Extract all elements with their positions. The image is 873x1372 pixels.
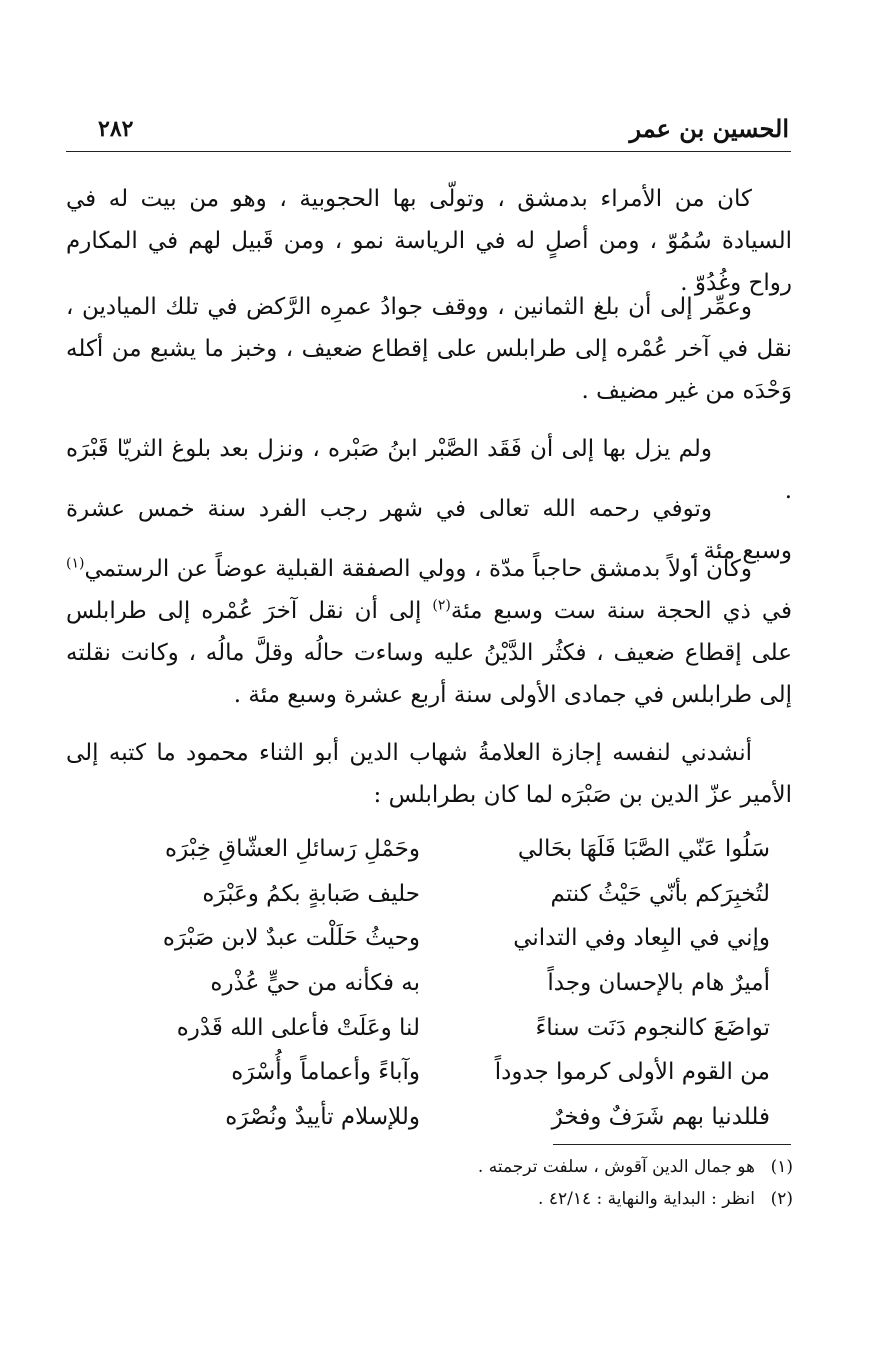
footnote-ref-2[interactable]: (٢) (432, 597, 451, 614)
verse-second-hemistich: وحيثُ حَلَلْت عبدٌ لابن صَبْرَه (162, 925, 420, 952)
footnote-number: (٢) (770, 1189, 793, 1209)
footnote-text: انظر : البداية والنهاية : ٤٢/١٤ . (538, 1189, 755, 1209)
verse-first-hemistich: تواضَعَ كالنجوم دَنَت سناءً (535, 1014, 770, 1041)
footnote-1 (478, 1154, 793, 1180)
paragraph-4: وتوفي رحمه الله تعالى في شهر رجب الفرد سنة خمس عشرة وسبع مئة . (66, 496, 792, 564)
verse-second-hemistich: وللإسلام تأييدٌ ونُصْرَه (225, 1104, 420, 1131)
verse-first-hemistich: من القوم الأولى كرموا جدوداً (494, 1059, 770, 1086)
footnote-ref-1[interactable]: (١) (66, 555, 85, 572)
verse-second-hemistich: به فكأنه من حيٍّ عُذْره (210, 970, 420, 997)
running-title: الحسين بن عمر (629, 114, 789, 143)
page-number: ٢٨٢ (98, 116, 134, 142)
poem-verse (90, 881, 790, 926)
footnote-rule (553, 1144, 791, 1145)
verse-first-hemistich: وإني في البِعاد وفي التداني (513, 925, 770, 952)
paragraph-5-part-2: في ذي الحجة سنة ست وسبع مئة (450, 598, 793, 624)
poem-verse (90, 836, 790, 881)
poem-verse (90, 970, 790, 1015)
verse-second-hemistich: وحَمْلِ رَسائلِ العشّاقِ خِبْرَه (165, 836, 420, 862)
poem-verse (90, 1015, 790, 1060)
verse-second-hemistich: وآباءً وأعماماً وأُسْرَه (231, 1059, 420, 1086)
page-header (68, 112, 791, 148)
verse-first-hemistich: أميرٌ هام بالإحسان وجداً (547, 970, 770, 997)
paragraph-5 (66, 548, 792, 716)
paragraph-2: وعمِّر إلى أن بلغ الثمانين ، ووقف جوادُ عمرِه الرَّكض في تلك الميادين ، نقل في آخر عُمْره إلى طرابلس على إقطاع ضعيف ، وخبز ما يشبع من أكله وَحْدَه من غير مضيف . (66, 294, 792, 404)
paragraph-5-part-3: إلى أن نقل آخرَ عُمْره إلى طرابلس على إقطاع ضعيف ، فكثُر الدَّيْنُ عليه وساءت حالُه وقلَّ مالُه ، وكانت نقلته إلى طرابلس في جمادى الأولى سنة أربع عشرة وسبع مئة . (66, 598, 792, 708)
verse-first-hemistich: لتُخبِرَكم بأنّي حَيْثُ كنتم (550, 880, 770, 907)
verse-first-hemistich: سَلُوا عَنّي الصَّبَا فَلَهَا بحَالي (517, 836, 770, 862)
poem-verse (90, 1059, 790, 1104)
footnote-number: (١) (770, 1157, 793, 1177)
poem-verse (90, 1104, 790, 1149)
verse-second-hemistich: حليف صَبابةٍ بكمُ وعَبْرَه (202, 880, 420, 907)
poem-verse (90, 925, 790, 970)
footnote-text: هو جمال الدين آقوش ، سلفت ترجمته . (477, 1157, 755, 1177)
verse-second-hemistich: لنا وعَلَتْ فأعلى الله قَدْره (176, 1014, 420, 1041)
footnote-2 (538, 1186, 793, 1212)
paragraph-5-part-1: وكان أولاً بدمشق حاجباً مدّة ، وولي الصفقة القبلية عوضاً عن الرستمي (84, 556, 752, 582)
header-rule (66, 151, 791, 152)
paragraph-3: ولم يزل بها إلى أن فَقَد الصَّبْر ابنُ صَبْره ، ونزل بعد بلوغ الثريّا قَبْرَه . (66, 436, 792, 504)
verse-first-hemistich: فللدنيا بهم شَرَفٌ وفخرٌ (551, 1104, 770, 1131)
poem (90, 836, 790, 1149)
paragraph-1: كان من الأمراء بدمشق ، وتولّى بها الحجوبية ، وهو من بيت له في السيادة سُمُوّ ، ومن أصلٍ له في الرياسة نمو ، ومن قَبيل لهم في المكارم رواح وغُدُوّ . (66, 186, 792, 296)
poem-introduction: أنشدني لنفسه إجازة العلامةُ شهاب الدين أبو الثناء محمود ما كتبه إلى الأمير عزّ الدين بن صَبْرَه لما كان بطرابلس : (66, 740, 792, 808)
